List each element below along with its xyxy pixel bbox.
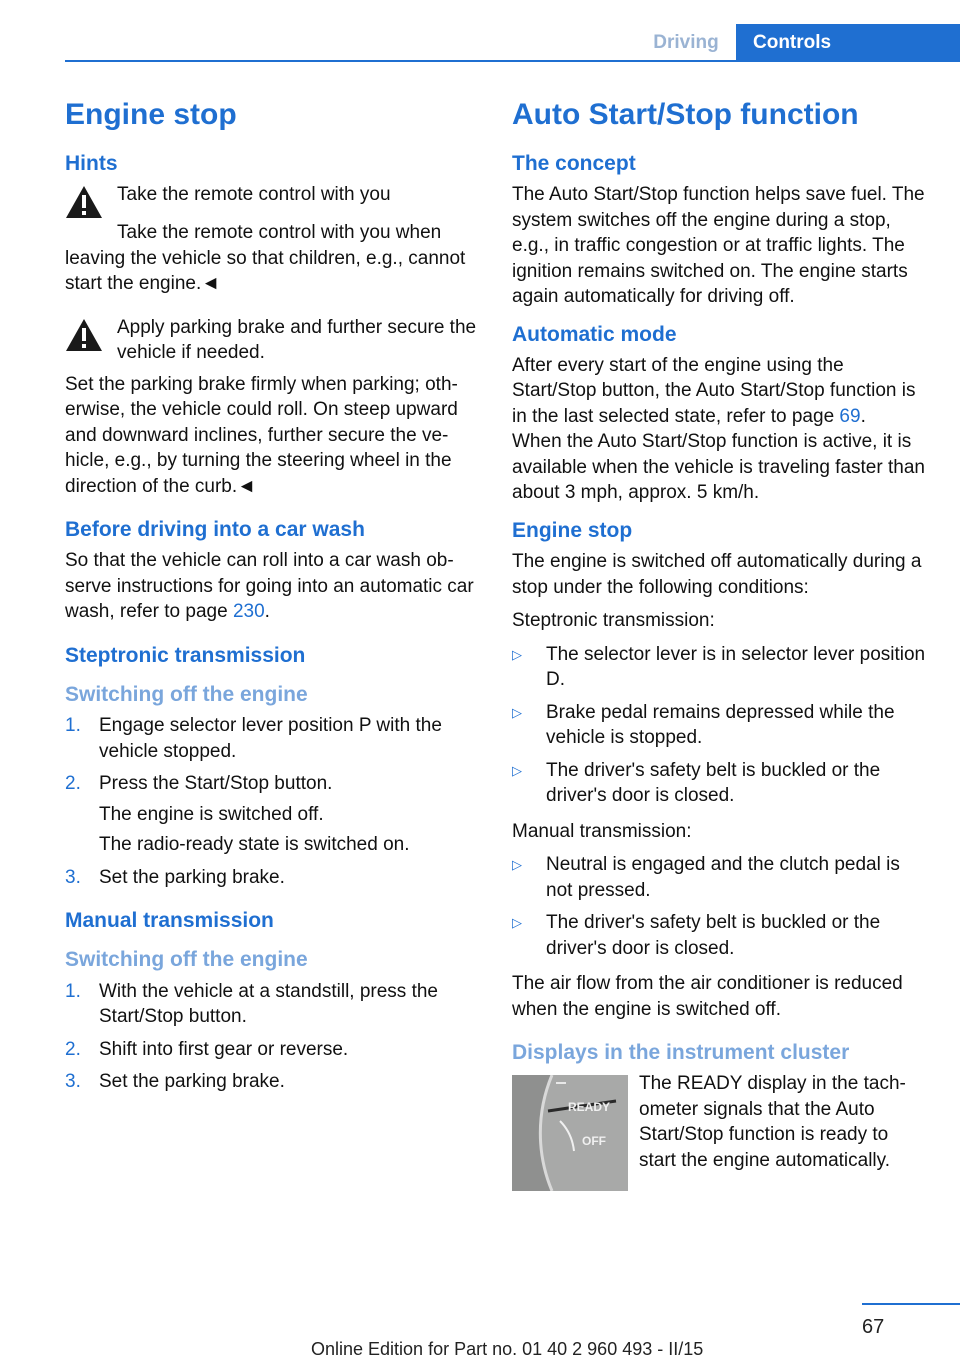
car-wash-text: [65, 548, 477, 625]
car-wash-section: [65, 517, 477, 625]
bullet-triangle-icon: ▷: [512, 704, 522, 720]
steptronic-steps: [65, 713, 477, 890]
list-item: [65, 1037, 477, 1063]
engine-stop-intro: The engine is switched off automatically during a stop under the following conditions:: [512, 551, 922, 598]
warning-body: Set the parking brake firmly when parking; otherwise, the vehicle could roll. On steep upward and downward inclines, further secure the vehicle, e.g., by turning the steering wheel in the direction of the curb.◄: [65, 373, 458, 497]
warning-body-text: Take the remote control with you when leaving the vehicle so that children, e.g., cannot start the engine.◄: [65, 222, 466, 295]
list-item: [65, 865, 477, 891]
list-item: [512, 910, 927, 961]
tachometer-illustration: [512, 1075, 628, 1191]
warning-title: Apply parking brake and further secure the vehicle if needed.: [117, 316, 477, 364]
displays-section: [512, 1040, 927, 1191]
page-link-230[interactable]: 230: [232, 601, 265, 623]
switching-off-subheading: Switching off the engine: [65, 948, 308, 972]
list-item: [65, 713, 477, 764]
warning-body: [65, 220, 477, 297]
page-header: [0, 24, 960, 62]
step-number: 2.: [65, 1038, 81, 1060]
condition-text: The driver's safety belt is buckled or the driver's door is closed.: [546, 912, 881, 959]
bullet-triangle-icon: ▷: [512, 857, 522, 873]
step-number: 1.: [65, 715, 81, 737]
concept-heading: The concept: [512, 152, 636, 175]
automatic-mode-text: [512, 353, 927, 430]
list-item: [512, 852, 927, 903]
automatic-mode-text2: When the Auto Start/Stop function is active, it is available when the vehicle is traveling faster than about 3 mph, approx. 5 km/h.: [512, 431, 925, 504]
manual-conditions: [512, 852, 927, 961]
step-number: 3.: [65, 866, 81, 888]
car-wash-heading: Before driving into a car wash: [65, 518, 365, 542]
car-wash-body: So that the vehicle can roll into a car wash observe instructions for going into an automatic car wash, refer to page: [65, 550, 474, 623]
switching-off-subheading: Switching off the engine: [65, 683, 308, 707]
concept-section: [512, 151, 927, 310]
step-text: Set the parking brake.: [99, 866, 285, 888]
steptronic-conditions: [512, 642, 927, 809]
manual-section: [65, 908, 477, 1094]
ready-label: READY: [568, 1100, 611, 1115]
automatic-mode-heading: Automatic mode: [512, 322, 677, 346]
ready-display-figure: [512, 1071, 927, 1191]
step-text: Set the parking brake.: [99, 1071, 285, 1093]
steptronic-label: Steptronic transmission:: [512, 610, 715, 632]
steptronic-heading: Steptronic transmission: [65, 643, 306, 667]
manual-label: Manual transmission:: [512, 820, 692, 842]
displays-text: The READY display in the tachometer signals that the Auto Start/Stop function is ready to start the engine automatically.: [639, 1073, 906, 1171]
step-text: Press the Start/Stop button.: [99, 773, 333, 795]
condition-text: The selector lever is in selector lever position D.: [546, 643, 926, 691]
concept-text: The Auto Start/Stop function helps save fuel. The system switches off the engine during a stop, e.g., in traffic congestion or at traffic lights. The ignition remains switched on. The engine starts again automatically for driving off.: [512, 184, 925, 308]
steptronic-section: [65, 643, 477, 890]
list-item: [512, 642, 927, 693]
step-number: 2.: [65, 773, 81, 795]
page-number: 67: [862, 1316, 885, 1338]
header-section-driving[interactable]: Driving: [653, 32, 719, 53]
list-item: [512, 758, 927, 809]
bullet-triangle-icon: ▷: [512, 915, 522, 931]
warning-title: Take the remote control with you: [117, 184, 391, 206]
condition-text: The driver's safety belt is buckled or the driver's door is closed.: [546, 759, 881, 807]
tachometer-ready-image: [512, 1075, 628, 1191]
page-link-69[interactable]: 69: [839, 405, 861, 427]
footer-edition: Online Edition for Part no. 01 40 2 960 493 - II/15: [311, 1339, 704, 1359]
bullet-triangle-icon: ▷: [512, 646, 522, 662]
condition-text: Brake pedal remains depressed while the vehicle is stopped.: [546, 701, 895, 749]
warning-triangle-icon: [65, 318, 103, 352]
step-text: Engage selector lever position P with the vehicle stopped.: [99, 715, 442, 762]
step-subtext: The radio-ready state is switched on.: [99, 834, 410, 856]
step-subtext: The engine is switched off.: [99, 803, 324, 825]
period: .: [264, 601, 270, 623]
right-column: [512, 98, 927, 1191]
footer-rule: [862, 1303, 960, 1305]
manual-heading: Manual transmission: [65, 909, 274, 933]
off-label: OFF: [582, 1134, 606, 1149]
warning-triangle-icon: [65, 185, 103, 219]
manual-steps: [65, 979, 477, 1095]
bullet-triangle-icon: ▷: [512, 762, 522, 778]
engine-stop-heading: Engine stop: [512, 518, 633, 542]
step-number: 3.: [65, 1071, 81, 1093]
automatic-mode-body: After every start of the engine using the Start/Stop button, the Auto Start/Stop function is in the last selected state, refer to page: [512, 354, 916, 427]
left-column: [65, 98, 477, 1105]
engine-stop-title: Engine stop: [65, 98, 237, 131]
engine-stop-section: [512, 518, 927, 1022]
warning-remote-control: [65, 182, 477, 222]
list-item: [512, 700, 927, 751]
air-flow-text: The air flow from the air conditioner is reduced when the engine is switched off.: [512, 973, 903, 1020]
header-chapter-controls[interactable]: Controls: [736, 24, 960, 62]
warning-parking-brake: [65, 315, 477, 366]
header-rule: [65, 60, 736, 62]
step-text: With the vehicle at a standstill, press the Start/Stop button.: [99, 980, 438, 1028]
step-number: 1.: [65, 980, 81, 1002]
list-item: [65, 979, 477, 1030]
step-text: Shift into first gear or reverse.: [99, 1038, 349, 1060]
displays-heading: Displays in the instrument cluster: [512, 1041, 850, 1065]
list-item: [65, 1069, 477, 1095]
auto-start-stop-title: Auto Start/Stop function: [512, 98, 859, 131]
automatic-mode-section: [512, 322, 927, 506]
hints-heading: Hints: [65, 152, 118, 175]
condition-text: Neutral is engaged and the clutch pedal is not pressed.: [546, 854, 900, 901]
period: .: [860, 405, 866, 427]
list-item: [65, 771, 477, 858]
